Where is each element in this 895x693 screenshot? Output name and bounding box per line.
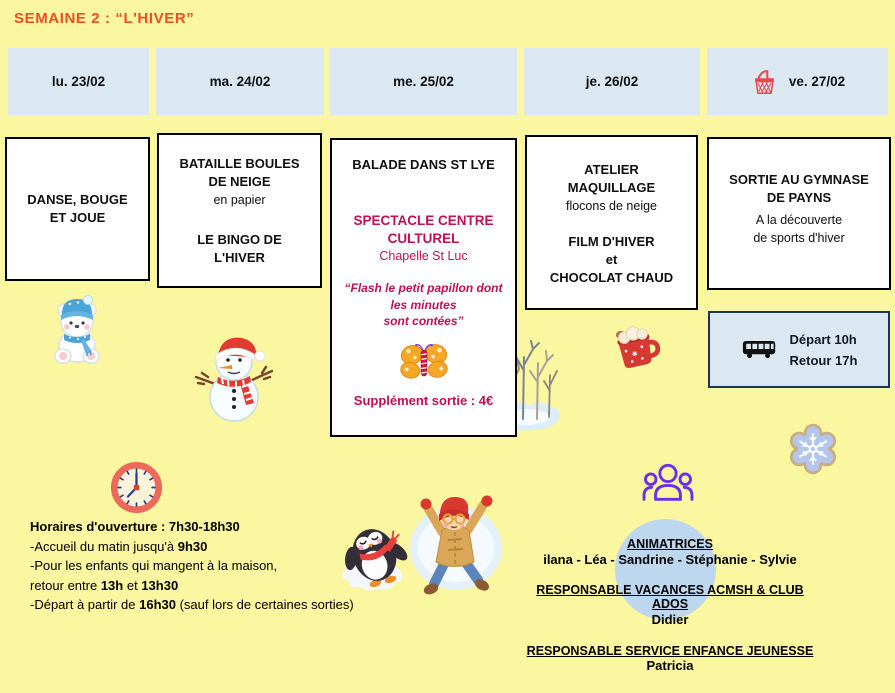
day-header-thursday <box>524 48 700 115</box>
resp-vacances-title: RESPONSABLE VACANCES ACMSH & CLUB ADOS <box>536 582 804 611</box>
activity-text: CHOCOLAT CHAUD <box>549 270 674 285</box>
day-header-wednesday <box>330 48 517 115</box>
page-title: SEMAINE 2 : “L'HIVER” <box>14 10 195 27</box>
day-label-thursday: je. 26/02 <box>585 74 639 89</box>
day-label-wednesday: me. 25/02 <box>393 74 454 89</box>
activity-text: ET JOUE <box>49 210 106 225</box>
people-group-icon <box>642 461 694 507</box>
hours-line: retour entre 13h et 13h30 <box>30 577 179 593</box>
bus-icon <box>741 338 779 361</box>
activity-text: FILM D'HIVER <box>568 234 655 249</box>
staff-block <box>520 537 820 673</box>
activity-card-tuesday <box>157 133 322 288</box>
resp-vacances-name: Didier <box>651 611 689 627</box>
show-quote: “Flash le petit papillon dont <box>344 281 503 295</box>
activity-text: BALADE DANS ST LYE <box>352 157 495 172</box>
activity-text: MAQUILLAGE <box>567 180 656 195</box>
day-header-monday <box>8 48 149 115</box>
hours-line: -Accueil du matin jusqu'à 9h30 <box>30 538 208 554</box>
activity-text: LE BINGO DE <box>197 232 282 247</box>
hours-line: -Départ à partir de 16h30 (sauf lors de certaines sorties) <box>30 597 354 612</box>
activity-text: DE NEIGE <box>208 174 271 189</box>
show-quote: sont contées” <box>383 314 464 328</box>
activity-subtext: flocons de neige <box>565 199 658 213</box>
activity-card-wednesday <box>330 138 517 437</box>
clock-icon <box>110 461 163 514</box>
bus-return: Retour 17h <box>789 352 858 368</box>
activity-text: DE PAYNS <box>766 190 832 205</box>
activity-text: ATELIER <box>584 162 639 177</box>
trip-fee: Supplément sortie : 4€ <box>353 392 494 408</box>
activity-subtext: A la découverte <box>755 213 843 227</box>
activity-card-thursday <box>525 135 698 310</box>
show-title: SPECTACLE CENTRE <box>353 213 494 228</box>
hot-chocolate-icon <box>610 324 662 370</box>
bus-schedule-box <box>708 311 890 388</box>
snowman-illustration <box>190 327 278 423</box>
activity-card-friday <box>707 137 891 290</box>
butterfly-icon <box>399 342 449 384</box>
hours-line: -Pour les enfants qui mangent à la maison, <box>30 558 278 573</box>
resp-enfance-title: RESPONSABLE SERVICE ENFANCE JEUNESSE <box>526 643 814 658</box>
opening-hours-block <box>30 517 370 615</box>
show-quote: les minutes <box>390 297 457 312</box>
activity-text: DANSE, BOUGE <box>27 192 128 207</box>
hours-heading: Horaires d'ouverture : 7h30-18h30 <box>30 519 240 534</box>
animatrices-title: ANIMATRICES <box>627 537 713 551</box>
activity-subtext: en papier <box>213 193 266 207</box>
resp-enfance-name: Patricia <box>646 658 694 673</box>
polar-bear-illustration <box>44 293 110 367</box>
show-title: CULTUREL <box>387 231 460 246</box>
child-snow-angel-illustration <box>404 490 508 602</box>
activity-text: et <box>605 252 618 267</box>
activity-text: SORTIE AU GYMNASE <box>729 172 869 187</box>
show-venue: Chapelle St Luc <box>379 249 468 263</box>
day-header-tuesday <box>156 48 324 115</box>
day-label-tuesday: ma. 24/02 <box>209 74 271 89</box>
activity-subtext: de sports d'hiver <box>753 231 845 245</box>
bus-departure: Départ 10h <box>789 331 857 347</box>
day-label-friday: ve. 27/02 <box>788 74 846 89</box>
day-label-monday: lu. 23/02 <box>51 74 106 89</box>
animatrices-names: ilana - Léa - Sandrine - Stéphanie - Sylvie <box>543 551 797 567</box>
activity-card-monday <box>5 137 150 281</box>
activity-text: L'HIVER <box>214 250 265 265</box>
activity-text: BATAILLE BOULES <box>179 156 300 171</box>
day-header-friday <box>707 48 888 115</box>
snowflake-cookie-icon <box>785 420 841 478</box>
picnic-basket-icon <box>750 68 779 96</box>
